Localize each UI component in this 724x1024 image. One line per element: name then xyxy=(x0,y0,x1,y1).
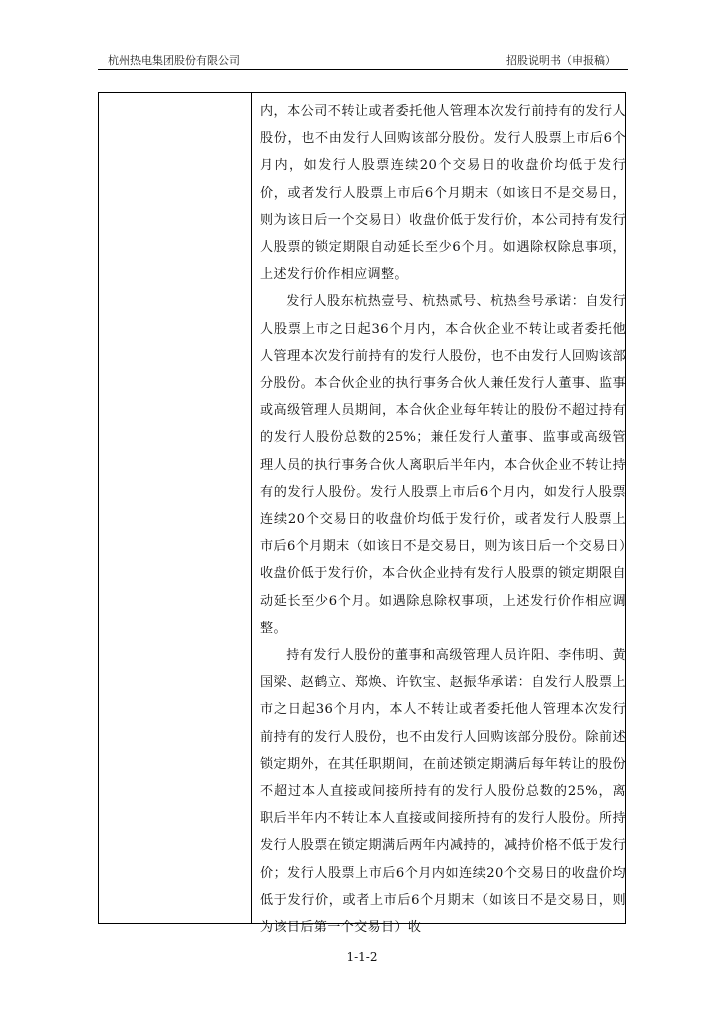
table-right-cell xyxy=(252,93,626,936)
content-table xyxy=(98,92,626,936)
paragraph-director-lockup: 持有发行人股份的董事和高级管理人员许阳、李伟明、黄国梁、赵鹤立、郑焕、许钦宝、赵振华承诺：自发行人股票上市之日起36个月内，本人不转让或者委托他人管理本次发行前持有的发行人股份，也不由发行人回购该部分股份。除前述锁定期外，在其任职期间，在前述锁定期满后每年转让的股份不超过本人直接或间接所持有的发行人股份总数的25%，离职后半年内不转让本人直接或间接所持有的发行人股份。所持发行人股票在锁定期满后两年内减持的，减持价格不低于发行价；发行人股票上市后6个月内如连续20个交易日的收盘价均低于发行价，或者上市后6个月期末（如该日不是交易日，则为该日后第一个交易日）收 xyxy=(260,648,626,936)
table-left-cell xyxy=(99,93,252,923)
header-document-title: 招股说明书（申报稿） xyxy=(506,54,616,67)
header-divider xyxy=(98,69,628,70)
commitment-text xyxy=(260,98,626,941)
paragraph-partnership-lockup: 发行人股东杭热壹号、杭热贰号、杭热叁号承诺：自发行人股票上市之日起36个月内，本合伙企业不转让或者委托他人管理本次发行前持有的发行人股份，也不由发行人回购该部分股份。本合伙企业的执行事务合伙人兼任发行人董事、监事或高级管理人员期间，本合伙企业每年转让的股份不超过持有的发行人股份总数的25%；兼任发行人董事、监事或高级管理人员的执行事务合伙人离职后半年内，本合伙企业不转让持有的发行人股份。发行人股票上市后6个月内，如发行人股票连续20个交易日的收盘价均低于发行价，或者发行人股票上市后6个月期末（如该日不是交易日，则为该日后一个交易日）收盘价低于发行价，本合伙企业持有发行人股票的锁定期限自动延长至少6个月。如遇除息除权事项，上述发行价作相应调整。 xyxy=(260,294,626,636)
paragraph-company-lockup: 内，本公司不转让或者委托他人管理本次发行前持有的发行人股份，也不由发行人回购该部分股份。发行人股票上市后6个月内，如发行人股票连续20个交易日的收盘价均低于发行价，或者发行人股票上市后6个月期末（如该日不是交易日，则为该日后一个交易日）收盘价低于发行价，本公司持有发行人股票的锁定期限自动延长至少6个月。如遇除权除息事项，上述发行价作相应调整。 xyxy=(260,104,626,283)
page-number: 1-1-2 xyxy=(346,950,378,964)
header-company-name: 杭州热电集团股份有限公司 xyxy=(108,54,240,67)
page-header xyxy=(98,52,628,68)
